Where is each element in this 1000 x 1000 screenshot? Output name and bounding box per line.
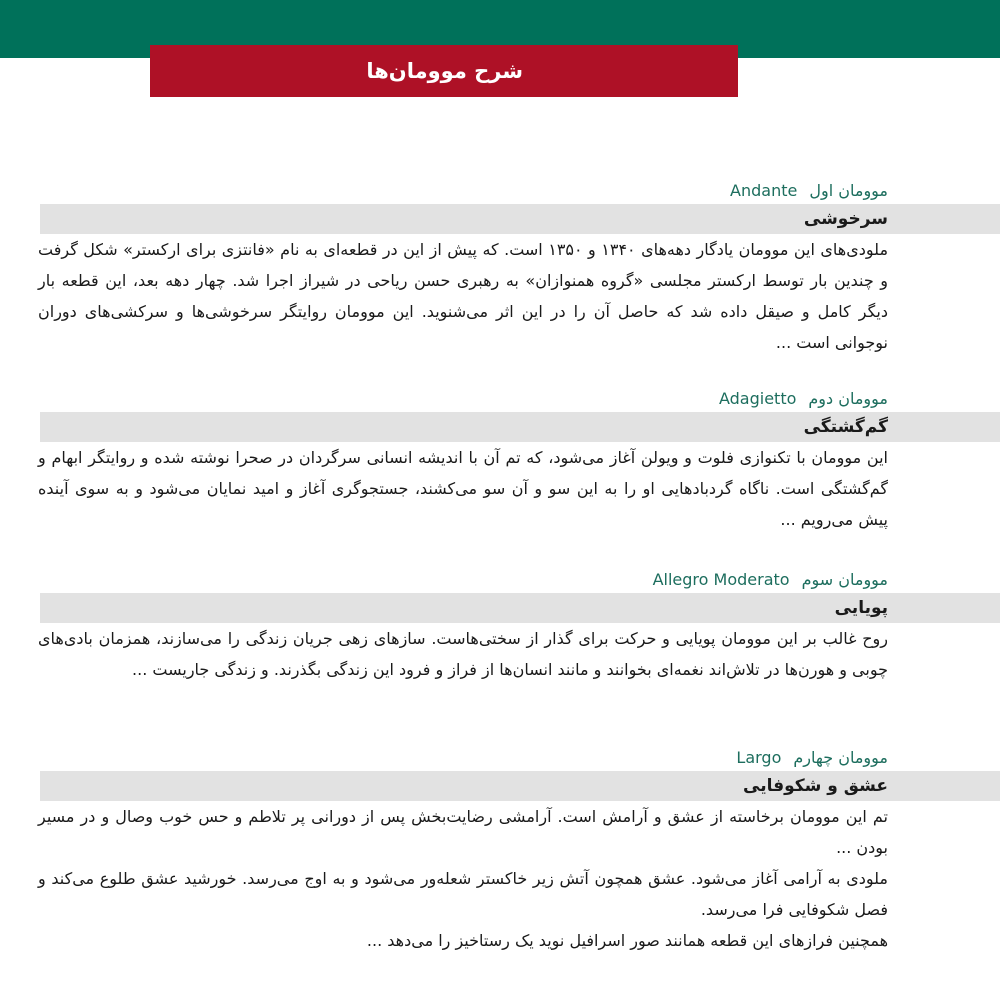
movement-heading — [40, 386, 1000, 412]
movement-subtitle-bar — [40, 771, 1000, 801]
movement-heading — [40, 567, 1000, 593]
movement-subtitle-bar — [40, 593, 1000, 623]
movement-subtitle: پویایی — [834, 598, 888, 618]
movement-subtitle-bar — [40, 412, 1000, 442]
movement-subtitle: سرخوشی — [803, 209, 888, 229]
description-paragraph: روح غالب بر این موومان پویایی و حرکت برای گذار از سختی‌هاست. سازهای زهی جریان زندگی را می‌سازند، همزمان بادی‌های چوبی و هورن‌ها در تلاش‌اند نغمه‌ای بخوانند و مانند انسان‌ها از فراز و فرود این زندگی بگذرند. و زندگی جاریست ... — [38, 629, 888, 679]
movement-heading — [40, 745, 1000, 771]
movement-subtitle: گم‌گشتگی — [803, 417, 888, 437]
movement-tempo: Allegro Moderato — [652, 570, 790, 589]
movement-label: موومان سوم — [801, 570, 888, 589]
movement-section-2 — [40, 386, 1000, 535]
page-title: شرح موومان‌ها — [366, 59, 523, 83]
movement-subtitle-bar — [40, 204, 1000, 234]
movement-subtitle: عشق و شکوفایی — [743, 776, 888, 796]
movement-description — [38, 234, 888, 358]
movement-label: موومان دوم — [808, 389, 888, 408]
movement-label: موومان اول — [809, 181, 888, 200]
movement-label: موومان چهارم — [793, 748, 888, 767]
page-title-banner — [150, 45, 738, 97]
movement-section-3 — [40, 567, 1000, 685]
movement-section-4 — [40, 745, 1000, 956]
description-paragraph: این موومان با تکنوازی فلوت و ویولن آغاز می‌شود، که تم آن با اندیشه انسانی سرگردان در صحرا نوشته شده و روایتگر ابهام و گم‌گشتگی است. ناگاه گردبادهایی او را به این سو و آن سو می‌کشند، جستجوگری آغاز و امید نمایان می‌شود و به سوی آینده پیش می‌رویم ... — [38, 448, 888, 529]
movement-section-1 — [40, 178, 1000, 358]
movement-tempo: Andante — [730, 181, 798, 200]
movement-description — [38, 801, 888, 956]
movement-description — [38, 442, 888, 535]
movement-heading — [40, 178, 1000, 204]
description-paragraph: همچنین فرازهای این قطعه همانند صور اسرافیل نوید یک رستاخیز را می‌دهد ... — [366, 931, 888, 950]
movement-tempo: Largo — [736, 748, 782, 767]
description-paragraph: ملودی به آرامی آغاز می‌شود. عشق همچون آتش زیر خاکستر شعله‌ور می‌شود و به اوج می‌رسد. خورشید عشق طلوع می‌کند و فصل شکوفایی فرا می‌رسد. — [38, 869, 888, 919]
movement-description — [38, 623, 888, 685]
description-paragraph: تم این موومان برخاسته از عشق و آرامش است. آرامشی رضایت‌بخش پس از دورانی پر تلاطم و حس خوب وصال و در مسیر بودن ... — [38, 807, 888, 857]
movement-tempo: Adagietto — [718, 389, 797, 408]
description-paragraph: ملودی‌های این موومان یادگار دهه‌های ۱۳۴۰ و ۱۳۵۰ است. که پیش از این در قطعه‌ای به نام «فانتزی برای ارکستر» شکل گرفت و چندین بار توسط ارکستر مجلسی «گروه همنوازان» به رهبری حسن ریاحی در شیراز اجرا شد. چهار دهه بعد، این قطعه بار دیگر کامل و صیقل داده شد که حاصل آن را در این اثر می‌شنوید. این موومان روایتگر سرخوشی‌ها و سرکشی‌های دوران نوجوانی است ... — [38, 240, 889, 352]
